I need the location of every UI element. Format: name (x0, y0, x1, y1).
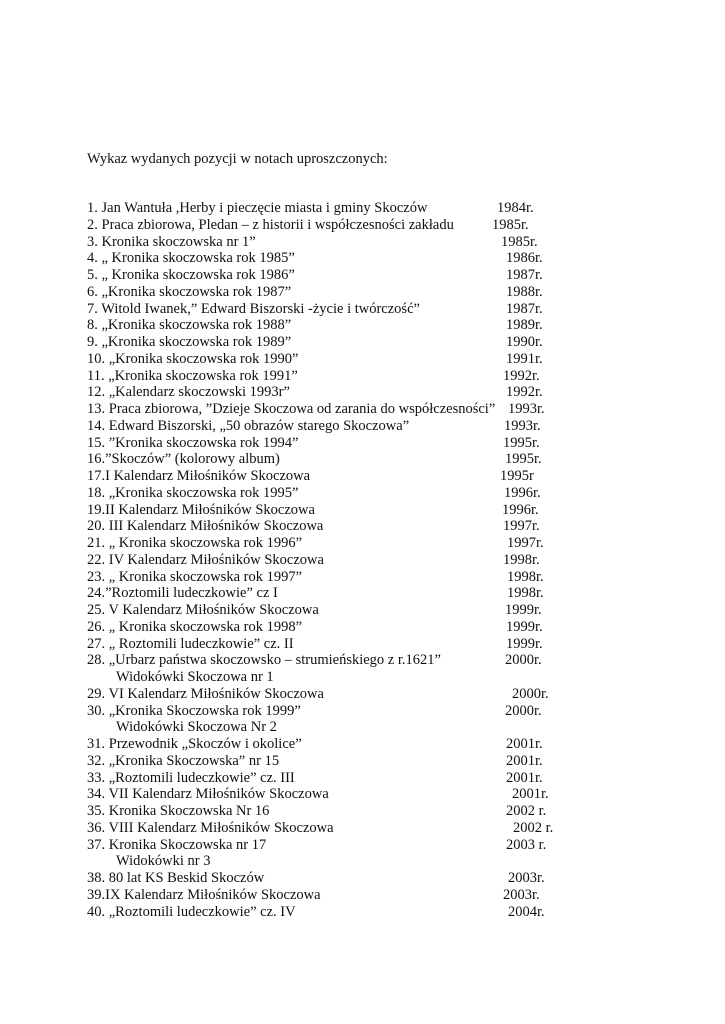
list-item (0, 468, 725, 485)
list-item (0, 770, 725, 787)
page-heading: Wykaz wydanych pozycji w notach uproszczonych: (87, 151, 388, 167)
list-item (0, 569, 725, 586)
list-item (0, 904, 725, 921)
entry-title: 1. Jan Wantuła ,Herby i pieczęcie miasta i gminy Skoczów (87, 200, 428, 216)
entry-title: 36. VIII Kalendarz Miłośników Skoczowa (87, 819, 334, 836)
list-item (0, 250, 725, 267)
entry-title: 19.II Kalendarz Miłośników Skoczowa (87, 501, 315, 518)
entry-year: 1993r. (508, 401, 545, 417)
entry-year: 1995r. (503, 434, 540, 451)
entry-year: 1988r. (506, 283, 543, 300)
entry-title: 12. „Kalendarz skoczowski 1993r” (87, 384, 290, 401)
entry-year: 1995r. (505, 451, 542, 468)
entry-title: 3. Kronika skoczowska nr 1” (87, 233, 256, 250)
list-item (0, 451, 725, 468)
list-item (0, 837, 725, 854)
list-item (0, 552, 725, 569)
entry-title: 25. V Kalendarz Miłośników Skoczowa (87, 602, 319, 618)
entry-subtitle: Widokówki Skoczowa nr 1 (116, 669, 274, 685)
list-item-continuation (0, 669, 725, 686)
entry-title: 31. Przewodnik „Skoczów i okolice” (87, 736, 302, 752)
entry-year: 2000r. (505, 652, 542, 669)
entry-title: 11. „Kronika skoczowska rok 1991” (87, 367, 298, 384)
entry-title: 40. „Roztomili ludeczkowie” cz. IV (87, 903, 296, 920)
entry-year: 2002 r. (506, 803, 547, 819)
entry-title: 15. ”Kronika skoczowska rok 1994” (87, 434, 299, 451)
entry-year: 1999r. (506, 618, 543, 635)
entry-year: 2001r. (506, 752, 543, 769)
entry-year: 1992r. (503, 367, 540, 384)
entry-title: 34. VII Kalendarz Miłośników Skoczowa (87, 786, 329, 803)
entry-year: 1999r. (506, 635, 543, 652)
list-item (0, 686, 725, 703)
entry-year: 1991r. (506, 350, 543, 367)
list-item (0, 401, 725, 418)
entry-year: 2004r. (508, 903, 545, 920)
list-item (0, 786, 725, 803)
entry-title: 4. „ Kronika skoczowska rok 1985” (87, 250, 295, 267)
list-item (0, 703, 725, 720)
entry-title: 38. 80 lat KS Beskid Skoczów (87, 870, 265, 886)
entry-title: 27. „ Roztomili ludeczkowie” cz. II (87, 635, 294, 652)
publication-list (0, 200, 725, 920)
entry-year: 1990r. (506, 334, 543, 350)
entry-title: 7. Witold Iwanek,” Edward Biszorski -życie i twórczość” (87, 300, 420, 317)
list-item (0, 870, 725, 887)
entry-title: 39.IX Kalendarz Miłośników Skoczowa (87, 886, 321, 903)
entry-title: 10. „Kronika skoczowska rok 1990” (87, 350, 299, 367)
entry-title: 16.”Skoczów” (kolorowy album) (87, 451, 280, 468)
entry-title: 14. Edward Biszorski, „50 obrazów starego Skoczowa” (87, 417, 410, 434)
entry-year: 1986r. (506, 250, 543, 267)
list-item-continuation (0, 853, 725, 870)
entry-title: 17.I Kalendarz Miłośników Skoczowa (87, 468, 311, 484)
entry-year: 1985r. (492, 216, 529, 233)
list-item (0, 284, 725, 301)
entry-title: 9. „Kronika skoczowska rok 1989” (87, 334, 292, 350)
entry-subtitle: Widokówki nr 3 (116, 853, 211, 870)
entry-year: 1996r. (502, 501, 539, 518)
entry-title: 6. „Kronika skoczowska rok 1987” (87, 283, 292, 300)
entry-title: 30. „Kronika Skoczowska rok 1999” (87, 702, 301, 719)
entry-year: 1998r. (503, 551, 540, 568)
list-item (0, 652, 725, 669)
list-item-continuation (0, 719, 725, 736)
entry-title: 18. „Kronika skoczowska rok 1995” (87, 484, 299, 501)
list-item (0, 317, 725, 334)
entry-year: 1989r. (506, 317, 543, 334)
entry-year: 2003 r. (506, 836, 547, 853)
entry-title: 13. Praca zbiorowa, ”Dzieje Skoczowa od zarania do współczesności” (87, 401, 496, 417)
entry-year: 1998r. (507, 568, 544, 585)
list-item (0, 334, 725, 351)
entry-year: 1987r. (506, 267, 543, 283)
entry-year: 1992r. (506, 384, 543, 401)
entry-title: 32. „Kronika Skoczowska” nr 15 (87, 752, 280, 769)
entry-title: 33. „Roztomili ludeczkowie” cz. III (87, 769, 295, 786)
list-item (0, 535, 725, 552)
list-item (0, 301, 725, 318)
list-item (0, 368, 725, 385)
list-item (0, 435, 725, 452)
entry-year: 1997r. (507, 535, 544, 551)
list-item (0, 636, 725, 653)
entry-title: 37. Kronika Skoczowska nr 17 (87, 836, 267, 853)
entry-title: 26. „ Kronika skoczowska rok 1998” (87, 618, 303, 635)
entry-year: 1995r (500, 468, 534, 484)
entry-year: 1998r. (507, 585, 544, 602)
entry-year: 2001r. (506, 736, 543, 752)
list-item (0, 485, 725, 502)
list-item (0, 518, 725, 535)
list-item (0, 803, 725, 820)
list-item (0, 200, 725, 217)
entry-year: 2000r. (512, 685, 549, 702)
entry-title: 28. „Urbarz państwa skoczowsko – strumieńskiego z r.1621” (87, 652, 441, 669)
entry-year: 1987r. (506, 300, 543, 317)
entry-year: 2001r. (512, 786, 549, 803)
entry-year: 2003r. (503, 886, 540, 903)
list-item (0, 234, 725, 251)
list-item (0, 585, 725, 602)
list-item (0, 267, 725, 284)
entry-year: 2002 r. (513, 819, 554, 836)
list-item (0, 217, 725, 234)
entry-title: 8. „Kronika skoczowska rok 1988” (87, 317, 292, 334)
entry-title: 22. IV Kalendarz Miłośników Skoczowa (87, 551, 324, 568)
entry-year: 2000r. (505, 702, 542, 719)
list-item (0, 418, 725, 435)
list-item (0, 502, 725, 519)
entry-title: 20. III Kalendarz Miłośników Skoczowa (87, 518, 324, 535)
entry-year: 1996r. (504, 484, 541, 501)
entry-title: 29. VI Kalendarz Miłośników Skoczowa (87, 685, 324, 702)
list-item (0, 820, 725, 837)
entry-year: 1984r. (497, 200, 534, 216)
entry-title: 24.”Roztomili ludeczkowie” cz I (87, 585, 278, 602)
entry-title: 21. „ Kronika skoczowska rok 1996” (87, 535, 303, 551)
entry-title: 2. Praca zbiorowa, Pledan – z historii i współczesności zakładu (87, 216, 454, 233)
list-item (0, 384, 725, 401)
list-item (0, 602, 725, 619)
entry-year: 1997r. (503, 518, 540, 535)
entry-year: 1999r. (505, 602, 542, 618)
list-item (0, 736, 725, 753)
entry-year: 2001r. (506, 769, 543, 786)
entry-title: 5. „ Kronika skoczowska rok 1986” (87, 267, 295, 283)
list-item (0, 887, 725, 904)
list-item (0, 351, 725, 368)
entry-year: 1993r. (504, 417, 541, 434)
list-item (0, 619, 725, 636)
entry-title: 23. „ Kronika skoczowska rok 1997” (87, 568, 303, 585)
entry-subtitle: Widokówki Skoczowa Nr 2 (116, 719, 277, 736)
list-item (0, 753, 725, 770)
entry-year: 1985r. (501, 233, 538, 250)
entry-year: 2003r. (508, 870, 545, 886)
entry-title: 35. Kronika Skoczowska Nr 16 (87, 803, 270, 819)
